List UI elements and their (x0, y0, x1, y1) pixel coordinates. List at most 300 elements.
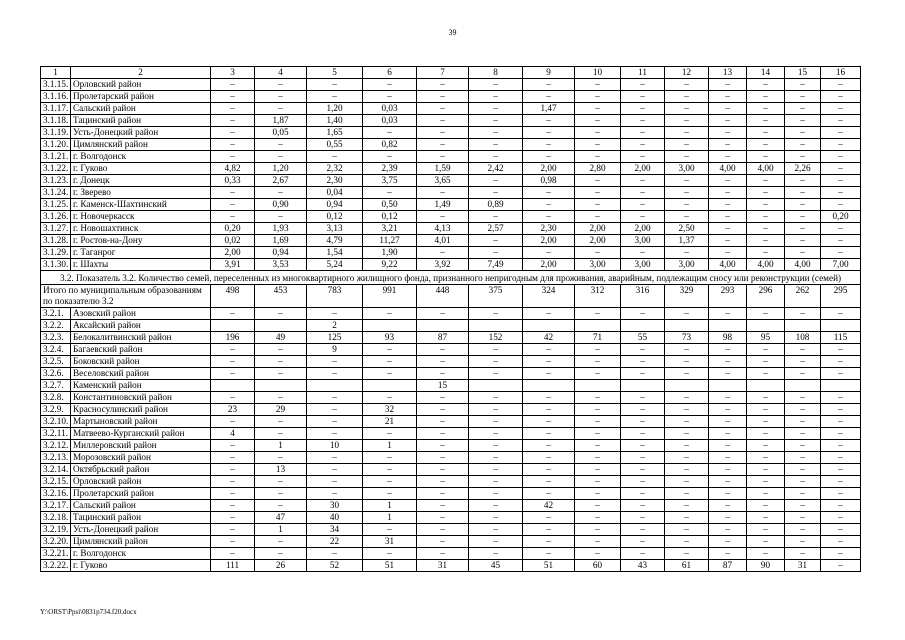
table-row (41, 332, 861, 344)
row-municipality: г. Каменск-Шахтинский (71, 199, 211, 211)
row-value: – (211, 548, 255, 560)
row-value: – (785, 368, 821, 380)
row-value: – (575, 524, 621, 536)
row-value: – (363, 91, 417, 103)
row-value: – (255, 91, 307, 103)
row-value: – (621, 476, 665, 488)
row-value: – (665, 211, 709, 223)
row-value: – (417, 428, 469, 440)
row-value: – (709, 103, 747, 115)
row-code: 3.2.2. (41, 320, 71, 332)
row-value: – (709, 211, 747, 223)
row-value: – (709, 356, 747, 368)
row-value: 40 (307, 512, 363, 524)
table-row (41, 428, 861, 440)
table-row (41, 139, 861, 151)
row-value: – (621, 368, 665, 380)
row-value: 2,80 (575, 163, 621, 175)
row-value: – (665, 548, 709, 560)
row-value: 42 (523, 500, 575, 512)
row-value: – (211, 440, 255, 452)
row-value: – (665, 151, 709, 163)
row-value: – (469, 211, 523, 223)
row-value: – (469, 500, 523, 512)
row-municipality: Сальский район (71, 500, 211, 512)
column-number: 1 (41, 67, 71, 79)
row-value: 2,00 (621, 163, 665, 175)
row-value: 0,20 (821, 211, 861, 223)
row-municipality: г. Донецк (71, 175, 211, 187)
row-value: 4,00 (709, 259, 747, 271)
row-value: 3,75 (363, 175, 417, 187)
row-value: – (575, 392, 621, 404)
row-value: – (665, 127, 709, 139)
row-value: – (307, 428, 363, 440)
row-value: – (255, 500, 307, 512)
row-value: – (821, 223, 861, 235)
row-value (211, 320, 255, 332)
row-value: – (621, 512, 665, 524)
row-value: – (363, 356, 417, 368)
row-value: 2,00 (523, 235, 575, 247)
row-value: – (363, 476, 417, 488)
row-value: 49 (255, 332, 307, 344)
row-code: 3.1.30. (41, 259, 71, 271)
row-value: – (469, 512, 523, 524)
row-value: – (469, 91, 523, 103)
total-value: 324 (523, 285, 575, 308)
row-value: – (821, 356, 861, 368)
row-value: – (523, 151, 575, 163)
row-value: – (665, 488, 709, 500)
row-value: 93 (363, 332, 417, 344)
row-code: 3.1.22. (41, 163, 71, 175)
row-value: – (665, 524, 709, 536)
row-value: – (575, 452, 621, 464)
row-value: – (211, 464, 255, 476)
row-value: – (523, 211, 575, 223)
row-value: – (211, 151, 255, 163)
row-value: 3,92 (417, 259, 469, 271)
row-value: – (621, 103, 665, 115)
row-value: – (821, 464, 861, 476)
table-row (41, 440, 861, 452)
row-value: – (785, 91, 821, 103)
row-value: – (469, 308, 523, 320)
row-value: – (575, 464, 621, 476)
row-value: – (747, 79, 785, 91)
row-value: – (523, 404, 575, 416)
row-value: – (307, 79, 363, 91)
row-value: 0,94 (255, 247, 307, 259)
column-number: 2 (71, 67, 211, 79)
total-value: 262 (785, 285, 821, 308)
row-value: – (469, 187, 523, 199)
row-value: – (709, 139, 747, 151)
row-value: – (469, 344, 523, 356)
row-value: – (469, 175, 523, 187)
row-value (747, 380, 785, 392)
row-value: – (709, 344, 747, 356)
row-code: 3.1.18. (41, 115, 71, 127)
row-value: 51 (363, 560, 417, 572)
row-value: 55 (621, 332, 665, 344)
row-code: 3.1.23. (41, 175, 71, 187)
row-value: – (785, 476, 821, 488)
row-value: – (747, 103, 785, 115)
row-value: – (417, 368, 469, 380)
row-value: – (665, 476, 709, 488)
column-number: 14 (747, 67, 785, 79)
row-value: – (785, 428, 821, 440)
row-value: – (575, 440, 621, 452)
row-code: 3.2.10. (41, 416, 71, 428)
row-value: – (665, 115, 709, 127)
total-label: Итого по муниципальным образованиям по показателю 3.2 (41, 285, 211, 308)
row-value: – (523, 308, 575, 320)
row-value: – (665, 392, 709, 404)
row-value: – (785, 187, 821, 199)
row-value: – (621, 139, 665, 151)
row-value: – (523, 524, 575, 536)
row-code: 3.2.17. (41, 500, 71, 512)
row-code: 3.2.15. (41, 476, 71, 488)
row-value: – (575, 211, 621, 223)
row-municipality: г. Новочеркасск (71, 211, 211, 223)
row-value: – (211, 199, 255, 211)
row-value: – (469, 464, 523, 476)
row-value: – (621, 536, 665, 548)
row-value (709, 380, 747, 392)
row-value: – (523, 536, 575, 548)
row-value: 3,65 (417, 175, 469, 187)
row-value: 1,37 (665, 235, 709, 247)
row-value: – (709, 476, 747, 488)
row-value: 1 (363, 500, 417, 512)
row-value: 2,39 (363, 163, 417, 175)
table-row (41, 151, 861, 163)
row-value: – (523, 488, 575, 500)
row-value: – (821, 199, 861, 211)
row-value: – (255, 79, 307, 91)
row-value: – (747, 512, 785, 524)
row-value: – (417, 476, 469, 488)
row-value: – (363, 151, 417, 163)
row-value (665, 380, 709, 392)
row-municipality: Цимлянский район (71, 536, 211, 548)
table-row (41, 235, 861, 247)
row-code: 3.1.17. (41, 103, 71, 115)
row-value: – (469, 115, 523, 127)
row-value: 1,90 (363, 247, 417, 259)
row-value: – (363, 344, 417, 356)
row-value: – (821, 235, 861, 247)
row-municipality: г. Новошахтинск (71, 223, 211, 235)
row-value: – (665, 103, 709, 115)
table-row (41, 380, 861, 392)
row-value: 5,24 (307, 259, 363, 271)
row-value: 1,54 (307, 247, 363, 259)
row-code: 3.1.28. (41, 235, 71, 247)
row-value: – (417, 404, 469, 416)
row-value: 2,00 (621, 223, 665, 235)
row-value: – (255, 488, 307, 500)
row-value (523, 380, 575, 392)
row-value: – (709, 151, 747, 163)
row-value (417, 320, 469, 332)
row-municipality: Цимлянский район (71, 139, 211, 151)
table-row (41, 199, 861, 211)
row-value: 4,79 (307, 235, 363, 247)
row-value: 87 (709, 560, 747, 572)
row-value: 2,00 (211, 247, 255, 259)
row-municipality: Каменский район (71, 380, 211, 392)
row-value: – (575, 404, 621, 416)
indicator-table (40, 66, 861, 572)
row-value: 4,00 (785, 259, 821, 271)
table-row (41, 127, 861, 139)
row-value: – (523, 392, 575, 404)
table-row (41, 464, 861, 476)
row-value: 4,00 (747, 259, 785, 271)
row-value: 3,00 (621, 235, 665, 247)
table-row (41, 452, 861, 464)
row-value: – (747, 187, 785, 199)
row-value: – (307, 91, 363, 103)
row-value: – (523, 548, 575, 560)
row-value: – (417, 127, 469, 139)
total-value: 295 (821, 285, 861, 308)
row-value: 31 (417, 560, 469, 572)
row-value: – (665, 79, 709, 91)
total-value: 991 (363, 285, 417, 308)
row-value: – (785, 211, 821, 223)
row-value: – (255, 368, 307, 380)
row-municipality: Пролетарский район (71, 488, 211, 500)
row-value: – (417, 500, 469, 512)
row-value: – (785, 500, 821, 512)
row-value: – (255, 103, 307, 115)
row-value: – (575, 91, 621, 103)
row-value: – (821, 428, 861, 440)
row-value: 2,30 (307, 175, 363, 187)
row-value: – (821, 139, 861, 151)
row-value: – (417, 548, 469, 560)
row-value: – (575, 175, 621, 187)
row-value: – (709, 452, 747, 464)
row-value: – (747, 392, 785, 404)
total-value: 316 (621, 285, 665, 308)
row-value: 73 (665, 332, 709, 344)
row-value: – (363, 452, 417, 464)
row-value: – (575, 512, 621, 524)
table-row (41, 175, 861, 187)
row-value: – (747, 428, 785, 440)
column-number: 8 (469, 67, 523, 79)
column-number-header (41, 67, 861, 79)
row-code: 3.2.9. (41, 404, 71, 416)
row-value: – (417, 416, 469, 428)
row-value: – (363, 79, 417, 91)
row-value: – (363, 524, 417, 536)
row-value: – (575, 151, 621, 163)
row-value: – (417, 536, 469, 548)
row-value (747, 320, 785, 332)
row-value: – (211, 416, 255, 428)
row-value: – (575, 344, 621, 356)
row-value: – (785, 512, 821, 524)
row-value: 42 (523, 332, 575, 344)
row-code: 3.2.5. (41, 356, 71, 368)
row-value: – (417, 79, 469, 91)
row-value: – (785, 440, 821, 452)
row-value: – (417, 211, 469, 223)
row-value: 2,30 (523, 223, 575, 235)
row-value: – (747, 151, 785, 163)
row-value: 1,40 (307, 115, 363, 127)
row-value: – (665, 139, 709, 151)
row-municipality: Сальский район (71, 103, 211, 115)
row-value: – (307, 476, 363, 488)
column-number: 16 (821, 67, 861, 79)
row-value: – (523, 452, 575, 464)
row-value: 2,67 (255, 175, 307, 187)
row-value: – (523, 79, 575, 91)
row-municipality: Октябрьский район (71, 464, 211, 476)
row-code: 3.1.29. (41, 247, 71, 259)
row-value: – (307, 308, 363, 320)
row-value: 1,59 (417, 163, 469, 175)
row-value: – (211, 512, 255, 524)
row-value: 87 (417, 332, 469, 344)
row-value: – (785, 356, 821, 368)
row-value: 15 (417, 380, 469, 392)
row-code: 3.2.8. (41, 392, 71, 404)
row-value: 95 (747, 332, 785, 344)
row-value: – (621, 452, 665, 464)
row-value (255, 380, 307, 392)
row-value: 111 (211, 560, 255, 572)
row-value: – (255, 452, 307, 464)
table-row (41, 115, 861, 127)
row-code: 3.1.26. (41, 211, 71, 223)
row-value: – (417, 103, 469, 115)
row-municipality: г. Зверево (71, 187, 211, 199)
row-value: – (211, 488, 255, 500)
row-value: 0,94 (307, 199, 363, 211)
row-value: – (821, 247, 861, 259)
row-value: – (469, 368, 523, 380)
table-row (41, 344, 861, 356)
row-code: 3.1.25. (41, 199, 71, 211)
row-value: 2,00 (523, 259, 575, 271)
row-value: – (709, 440, 747, 452)
row-value: – (821, 404, 861, 416)
row-value: – (709, 187, 747, 199)
row-value: – (665, 199, 709, 211)
row-municipality: Красносулинский район (71, 404, 211, 416)
table-row (41, 211, 861, 223)
row-value: – (469, 404, 523, 416)
row-value: – (747, 452, 785, 464)
row-value: – (621, 428, 665, 440)
row-code: 3.1.19. (41, 127, 71, 139)
row-value: – (747, 464, 785, 476)
row-value: 3,00 (665, 163, 709, 175)
row-value: – (417, 464, 469, 476)
row-value: 4,13 (417, 223, 469, 235)
row-value: – (255, 151, 307, 163)
row-value: – (821, 548, 861, 560)
row-value: 71 (575, 332, 621, 344)
row-value: – (523, 247, 575, 259)
column-number: 15 (785, 67, 821, 79)
row-value: – (821, 151, 861, 163)
row-value: – (621, 548, 665, 560)
row-value: – (575, 536, 621, 548)
row-value: – (469, 103, 523, 115)
row-code: 3.2.20. (41, 536, 71, 548)
row-value: – (575, 127, 621, 139)
row-value: – (523, 187, 575, 199)
row-value (363, 380, 417, 392)
row-value: – (747, 524, 785, 536)
row-value: – (255, 344, 307, 356)
row-value: – (417, 139, 469, 151)
row-value: – (709, 392, 747, 404)
row-value: 2,26 (785, 163, 821, 175)
row-value: – (417, 91, 469, 103)
row-value: – (469, 440, 523, 452)
table-row (41, 91, 861, 103)
row-value: 1,20 (255, 163, 307, 175)
row-value: – (211, 103, 255, 115)
row-value: – (575, 416, 621, 428)
row-value: – (747, 211, 785, 223)
row-value: 52 (307, 560, 363, 572)
row-value: – (621, 500, 665, 512)
row-value: – (785, 235, 821, 247)
row-value: – (665, 404, 709, 416)
row-value: – (747, 223, 785, 235)
row-value: – (523, 512, 575, 524)
row-value: – (307, 488, 363, 500)
row-municipality: Тацинский район (71, 115, 211, 127)
row-value: 3,00 (665, 259, 709, 271)
row-value: – (469, 524, 523, 536)
total-value: 296 (747, 285, 785, 308)
row-value: – (747, 175, 785, 187)
table-row (41, 548, 861, 560)
row-value: – (785, 308, 821, 320)
row-value: – (821, 476, 861, 488)
row-value: – (785, 223, 821, 235)
row-value: – (363, 392, 417, 404)
total-value: 498 (211, 285, 255, 308)
row-value: 98 (709, 332, 747, 344)
row-value: 2,50 (665, 223, 709, 235)
row-value: 4,00 (709, 163, 747, 175)
row-value (469, 380, 523, 392)
row-code: 3.1.20. (41, 139, 71, 151)
row-value: – (747, 356, 785, 368)
row-value: – (469, 235, 523, 247)
row-municipality: Матвеево-Курганский район (71, 428, 211, 440)
table-row (41, 488, 861, 500)
row-value: 60 (575, 560, 621, 572)
row-value: – (747, 91, 785, 103)
row-value: – (469, 79, 523, 91)
